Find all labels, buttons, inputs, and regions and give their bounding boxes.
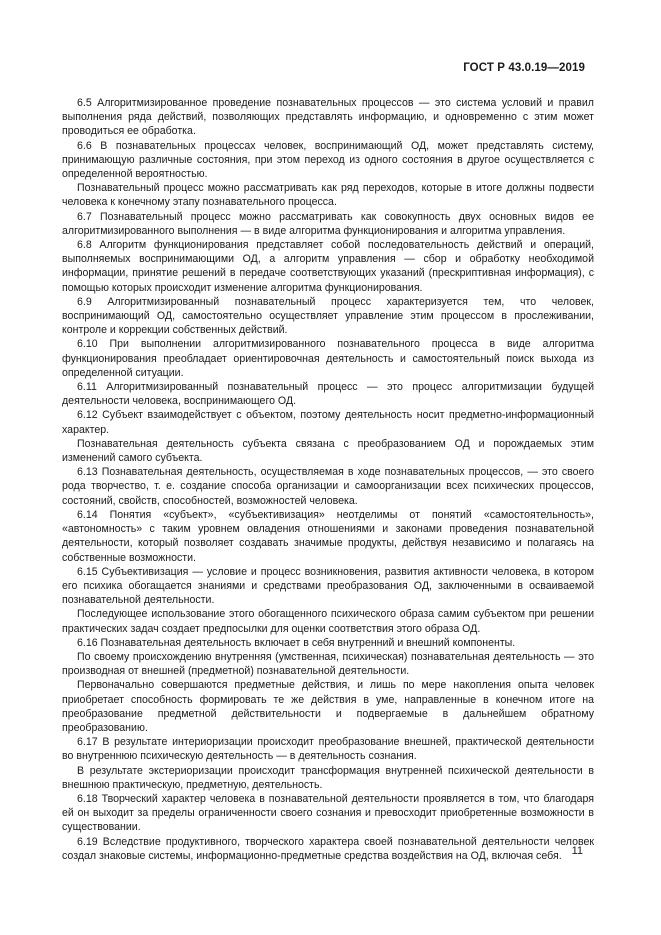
paragraph-6-14: 6.14 Понятия «субъект», «субъективизация» неотделимы от понятий «самостоятельность», «автономность» с таким уровнем овладения отношениями и законами проведения познавательной деятельности, который позволяет создавать значимые продукты, действуя независимо и полагаясь на собственные возможности. [62, 508, 594, 564]
document-body [62, 96, 594, 863]
paragraph-6-17: 6.17 В результате интериоризации происходит преобразование внешней, практической деятельности во внутреннюю психическую деятельность — в деятельность сознания. [62, 736, 594, 763]
paragraph-6-18: 6.18 Творческий характер человека в познавательной деятельности проявляется в том, что благодаря ей он выходит за пределы ограниченности своего сознания и превосходит приобретенные возможности в существовании. [62, 792, 594, 834]
page-number: 11 [571, 845, 583, 857]
paragraph-6-9: 6.9 Алгоритмизированный познавательный процесс характеризуется тем, что человек, воспринимающий ОД, самостоятельно осуществляет управление этим процессом в прослеживании, контроле и коррекции собственных действий. [62, 295, 594, 337]
paragraph-6-16-cont-1: По своему происхождению внутренняя (умственная, психическая) познавательная деятельность — это производная от внешней (предметной) познавательной деятельности. [62, 650, 594, 678]
paragraph-6-10: 6.10 При выполнении алгоритмизированного познавательного процесса в виде алгоритма функционирования преобладает ориентировочная деятельность и самостоятельный поиск выхода из определенной ситуации. [62, 338, 594, 379]
paragraph-6-19: 6.19 Вследствие продуктивного, творческого характера своей познавательной деятельности человек создал знаковые системы, информационно-предметные средства воздействия на ОД, включая себя. [62, 835, 594, 862]
paragraph-6-15: 6.15 Субъективизация — условие и процесс возникновения, развития активности человека, в котором его психика обогащается знаниями и средствами преобразования ОД, заключенными в осваиваемой познавательной деятельности. [62, 565, 594, 607]
paragraph-6-5: 6.5 Алгоритмизированное проведение познавательных процессов — это система условий и правил выполнения ряда действий, позволяющих представлять информацию, и одновременно с этим может проводиться ее обработка. [62, 97, 594, 138]
paragraph-6-11: 6.11 Алгоритмизированный познавательный процесс — это процесс алгоритмизации будущей деятельности человека, воспринимающего ОД. [62, 381, 594, 408]
paragraph-6-17-cont: В результате экстериоризации происходит трансформация внутренней психической деятельности в внешнюю практическую, предметную, деятельность. [62, 764, 594, 791]
paragraph-6-7: 6.7 Познавательный процесс можно рассматривать как совокупность двух основных видов ее алгоритмизированного выполнения — в виде алгоритма функционирования и алгоритма управления. [62, 210, 594, 237]
paragraph-6-13: 6.13 Познавательная деятельность, осуществляемая в ходе познавательных процессов, — это своего рода творчество, т. е. создание способа организации и самоорганизации всех психических процессов, состояний, свойств, способностей, возможностей человека. [62, 466, 594, 507]
paragraph-6-16: 6.16 Познавательная деятельность включает в себя внутренний и внешний компоненты. [77, 636, 516, 649]
paragraph-6-6: 6.6 В познавательных процессах человек, воспринимающий ОД, может представлять систему, принимающую различные состояния, при этом переход из одного состояния в другое осуществляется с определенной вероятностью. [62, 139, 594, 181]
document-code: ГОСТ Р 43.0.19—2019 [463, 62, 585, 74]
paragraph-6-6-cont: Познавательный процесс можно рассматривать как ряд переходов, которые в итоге должны подвести человека к конечному этапу познавательного процесса. [62, 182, 594, 209]
paragraph-6-16-cont-2: Первоначально совершаются предметные действия, и лишь по мере накопления опыта человек приобретает способность формировать те же действия в уме, направленные в конечном итоге на преобразование предметной действительности и подвергаемые в дальнейшем обратному преобразованию. [62, 679, 594, 734]
paragraph-6-12: 6.12 Субъект взаимодействует с объектом, поэтому деятельность носит предметно-информационный характер. [62, 409, 594, 436]
paragraph-6-8: 6.8 Алгоритм функционирования представляет собой последовательность действий и операций, выполняемых воспринимающими ОД, а алгоритм управления — сбор и обработку необходимой информации, принятие решений в передаче соответствующих указаний (прескриптивная информация), с помощью которых происходит изменение алгоритма функционирования. [62, 239, 594, 294]
paragraph-6-12-cont: Познавательная деятельность субъекта связана с преобразованием ОД и порождаемых этим изменений самого субъекта. [62, 437, 594, 465]
paragraph-6-15-cont: Последующее использование этого обогащенного психического образа самим субъектом при решении практических задач создает предпосылки для оценки соответствия этого образа ОД. [62, 608, 594, 635]
